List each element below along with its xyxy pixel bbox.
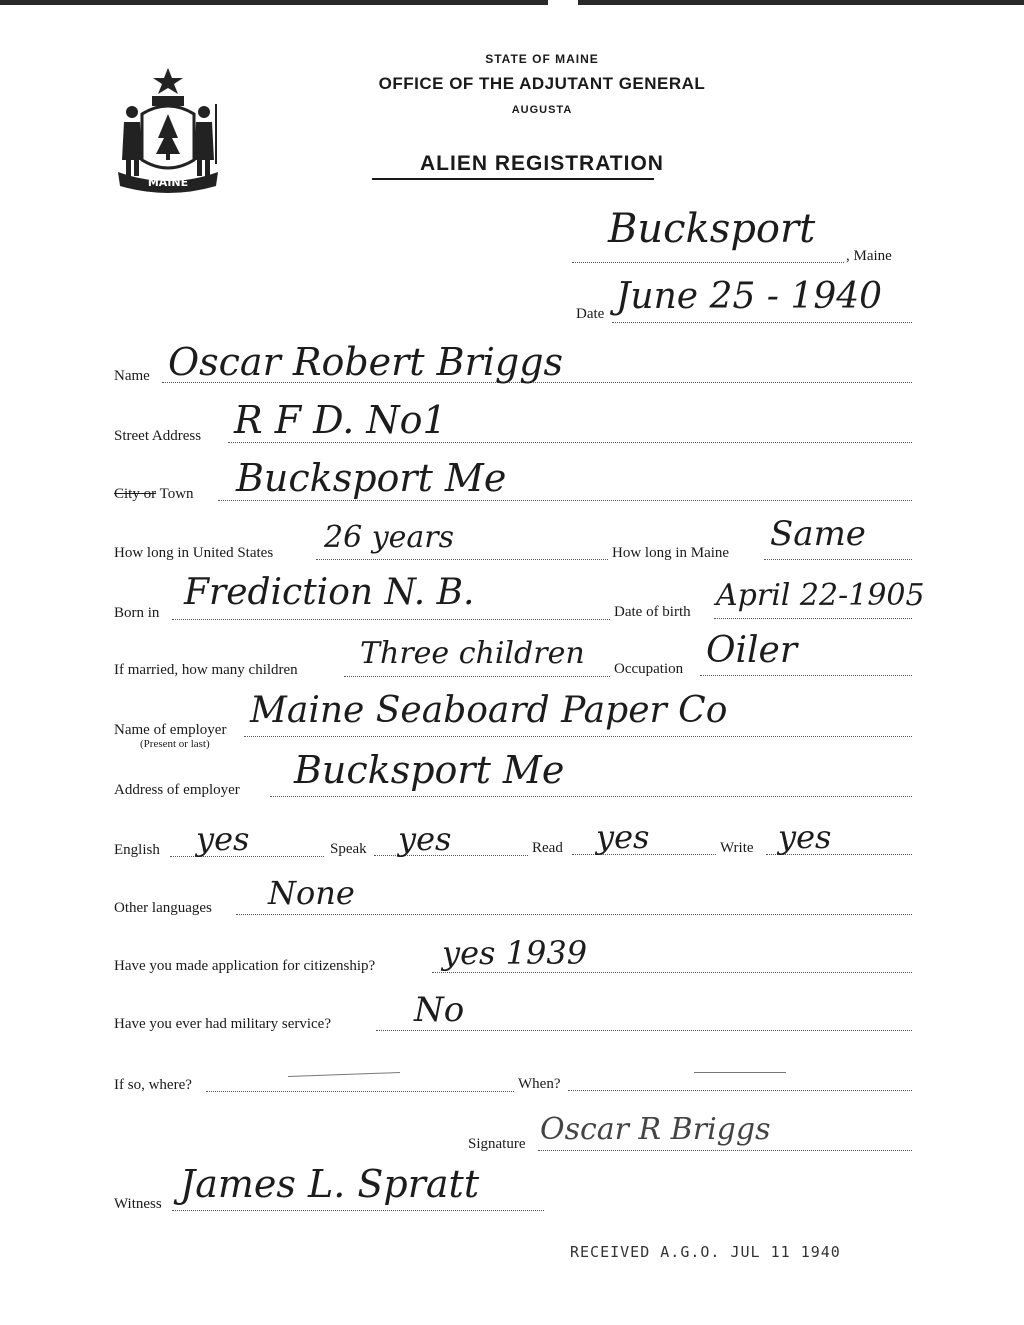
children-entry: Three children: [360, 636, 585, 671]
employer-line: [244, 736, 912, 737]
write-label: Write: [720, 840, 754, 856]
employer-sublabel: (Present or last): [140, 738, 210, 750]
when-line: [568, 1090, 912, 1091]
received-stamp: RECEIVED A.G.O. JUL 11 1940: [570, 1243, 841, 1261]
how-long-maine-label: How long in Maine: [612, 545, 730, 561]
occupation-label: Occupation: [614, 661, 684, 677]
when-dash: [694, 1072, 786, 1073]
english-entry: yes: [196, 820, 250, 858]
employer-address-line: [270, 796, 912, 797]
occupation-line: [700, 675, 912, 676]
signature-line: [538, 1150, 912, 1151]
how-long-us-line: [316, 559, 608, 560]
occupation-entry: Oiler: [706, 630, 798, 671]
born-in-entry: Frediction N. B.: [184, 572, 475, 613]
born-in-line: [172, 619, 610, 620]
witness-entry: James L. Spratt: [180, 1162, 480, 1206]
employer-address-label: Address of employer: [114, 782, 240, 798]
place-line: [572, 262, 844, 263]
children-line: [344, 676, 610, 677]
military-entry: No: [414, 990, 465, 1030]
employer-address-entry: Bucksport Me: [294, 748, 565, 792]
place-entry: Bucksport: [608, 206, 816, 252]
how-long-us-label: How long in United States: [114, 545, 274, 561]
employer-label: Name of employer: [114, 722, 227, 738]
date-entry: June 25 - 1940: [616, 276, 883, 317]
scan-top-edge: [0, 0, 1024, 5]
how-long-maine-line: [764, 559, 912, 560]
scan-top-gap: [548, 0, 578, 5]
speak-entry: yes: [398, 820, 452, 858]
town-label: [114, 486, 194, 503]
town-label-text: Town: [156, 486, 194, 502]
other-languages-label: Other languages: [114, 900, 212, 916]
dob-line: [714, 618, 912, 619]
employer-entry: Maine Seaboard Paper Co: [250, 690, 728, 731]
signature-label: Signature: [468, 1136, 526, 1152]
read-label: Read: [532, 840, 563, 856]
citizenship-entry: yes 1939: [442, 934, 588, 972]
street-line: [228, 442, 912, 443]
dob-label: Date of birth: [614, 604, 691, 620]
form-title: ALIEN REGISTRATION: [420, 152, 664, 175]
witness-line: [172, 1210, 544, 1211]
town-entry: Bucksport Me: [236, 456, 507, 500]
office-heading: OFFICE OF THE ADJUTANT GENERAL: [378, 74, 706, 93]
read-entry: yes: [596, 818, 650, 856]
children-label: If married, how many children: [114, 662, 298, 678]
date-line: [612, 322, 912, 323]
street-label: Street Address: [114, 428, 202, 444]
where-line: [206, 1091, 514, 1092]
town-line: [218, 500, 912, 501]
witness-label: Witness: [114, 1196, 162, 1212]
maine-label: , Maine: [846, 248, 892, 264]
born-in-label: Born in: [114, 605, 160, 621]
english-label: English: [114, 842, 160, 858]
how-long-maine-entry: Same: [770, 514, 866, 554]
city-heading: AUGUSTA: [511, 104, 573, 116]
speak-label: Speak: [330, 841, 367, 857]
citizenship-label: Have you made application for citizenship?: [114, 958, 376, 974]
how-long-us-entry: 26 years: [324, 520, 455, 555]
state-heading: STATE OF MAINE: [485, 52, 599, 66]
name-entry: Oscar Robert Briggs: [168, 340, 564, 384]
date-label: Date: [576, 306, 605, 322]
military-label: Have you ever had military service?: [114, 1016, 331, 1032]
when-label: When?: [518, 1076, 561, 1092]
city-struck-label: City or: [114, 486, 157, 502]
where-label: If so, where?: [114, 1077, 192, 1093]
citizenship-line: [432, 972, 912, 973]
other-languages-entry: None: [268, 874, 355, 912]
signature-entry: Oscar R Briggs: [540, 1112, 771, 1147]
street-entry: R F D. No1: [234, 398, 447, 442]
dob-entry: April 22-1905: [716, 578, 925, 613]
where-dash: [288, 1072, 400, 1077]
military-line: [376, 1030, 912, 1031]
write-entry: yes: [778, 818, 832, 856]
seal-banner-text: MAINE: [147, 176, 189, 189]
other-languages-line: [236, 914, 912, 915]
name-label: Name: [114, 368, 150, 384]
title-underline: [372, 178, 654, 180]
